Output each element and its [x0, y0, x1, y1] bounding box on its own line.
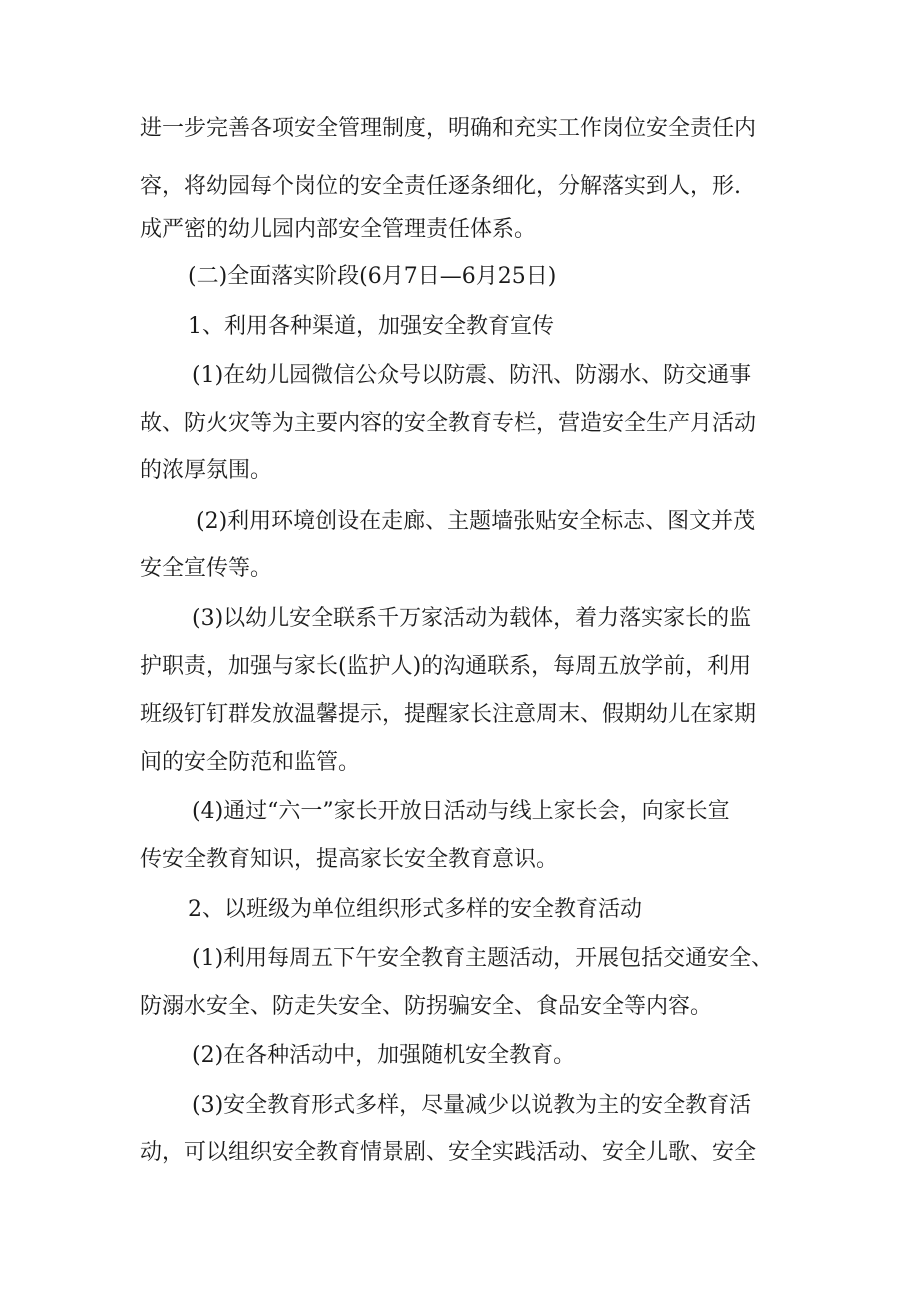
- text-line-9: (2)利用环境创设在走廊、主题墙张贴安全标志、图文并茂: [196, 509, 756, 534]
- text-line-13: 班级钉钉群发放温馨提示，提醒家长注意周末、假期幼儿在家期: [140, 702, 757, 727]
- text-line-2: 容，将幼园每个岗位的安全责任逐条细化，分解落实到人，形.: [140, 174, 741, 199]
- text-line-18: (1)利用每周五下午安全教育主题活动，开展包括交通安全、: [192, 946, 774, 971]
- text-line-8: 的浓厚氛围。: [140, 458, 273, 483]
- text-line-6: (1)在幼儿园微信公众号以防震、防汛、防溺水、防交通事: [192, 363, 752, 388]
- text-line-14: 间的安全防范和监管。: [140, 750, 361, 775]
- subsection-heading-1: 1、利用各种渠道，加强安全教育宣传: [188, 314, 554, 339]
- text-line-11: (3)以幼儿安全联系千万家活动为载体，着力落实家长的监: [192, 606, 752, 631]
- text-line-20: (2)在各种活动中，加强随机安全教育。: [192, 1043, 576, 1068]
- text-line-12: 护职责，加强与家长(监护人)的沟通联系，每周五放学前，利用: [140, 654, 752, 679]
- text-line-19: 防溺水安全、防走失安全、防拐骗安全、食品安全等内容。: [140, 994, 713, 1019]
- section-heading: (二)全面落实阶段(6月7日—6月25日): [188, 264, 557, 289]
- text-line-7: 故、防火灾等为主要内容的安全教育专栏，营造安全生产月活动: [140, 411, 757, 436]
- text-line-22: 动，可以组织安全教育情景剧、安全实践活动、安全儿歌、安全: [140, 1140, 757, 1165]
- text-line-10: 安全宣传等。: [140, 556, 273, 581]
- text-line-15: (4)通过“六一”家长开放日活动与线上家长会，向家长宣: [192, 799, 730, 824]
- text-line-16: 传安全教育知识，提高家长安全教育意识。: [140, 847, 559, 872]
- text-line-21: (3)安全教育形式多样，尽量减少以说教为主的安全教育活: [192, 1093, 752, 1118]
- text-line-1: 进一步完善各项安全管理制度，明确和充实工作岗位安全责任内: [140, 116, 757, 141]
- text-line-3: 成严密的幼儿园内部安全管理责任体系。: [140, 217, 537, 242]
- subsection-heading-2: 2、以班级为单位组织形式多样的安全教育活动: [188, 897, 642, 922]
